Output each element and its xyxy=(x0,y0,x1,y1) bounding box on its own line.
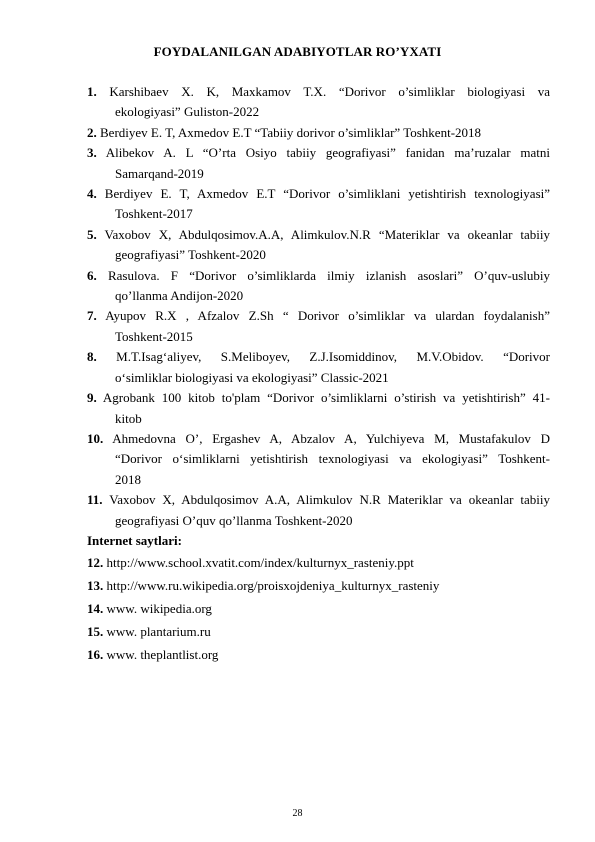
internet-sites-heading: Internet saytlari: xyxy=(87,533,182,548)
reference-number: 8. xyxy=(87,349,97,365)
website-number: 13. xyxy=(87,578,104,593)
website-url[interactable]: http://www.ru.wikipedia.org/proisxojdeniya_kulturnyx_rasteniy xyxy=(103,578,440,593)
reference-text: Ayupov R.X , Afzalov Z.Sh “ Dorivor o’simliklar va ulardan foydalanish” xyxy=(105,308,550,324)
reference-line xyxy=(87,245,550,265)
reference-line xyxy=(87,347,550,367)
reference-number: 4. xyxy=(87,186,97,202)
website-item xyxy=(87,555,414,571)
website-item xyxy=(87,624,211,640)
reference-line xyxy=(87,388,550,408)
reference-line xyxy=(87,490,550,510)
website-item xyxy=(87,601,212,617)
reference-text: geografiyasi” Toshkent-2020 xyxy=(115,247,266,263)
reference-text: o‘simliklar biologiyasi va ekologiyasi” Classic-2021 xyxy=(115,369,389,385)
reference-text: Samarqand-2019 xyxy=(115,165,204,181)
reference-text: Alibekov A. L “O’rta Osiyo tabiiy geografiyasi” fanidan ma’ruzalar matni xyxy=(105,145,550,161)
reference-item xyxy=(87,266,550,307)
reference-item xyxy=(87,388,550,429)
website-url[interactable]: www. plantarium.ru xyxy=(103,624,211,639)
reference-text: Rasulova. F “Dorivor o’simliklarda ilmiy izlanish asoslari” O’quv-uslubiy xyxy=(107,267,550,283)
reference-number: 2. xyxy=(87,124,97,140)
reference-line xyxy=(87,225,550,245)
reference-item xyxy=(87,123,550,143)
website-number: 15. xyxy=(87,624,104,639)
reference-number: 3. xyxy=(87,145,97,161)
reference-line xyxy=(87,449,550,469)
page-number: 28 xyxy=(292,808,303,819)
reference-text: Vaxobov X, Abdulqosimov A.A, Alimkulov N.R Materiklar va okeanlar tabiiy xyxy=(109,492,550,508)
website-number: 12. xyxy=(87,555,104,570)
website-url[interactable]: www. theplantlist.org xyxy=(103,647,219,662)
reference-number: 10. xyxy=(87,430,104,446)
reference-line xyxy=(87,470,550,490)
reference-line xyxy=(87,143,550,163)
reference-line xyxy=(87,204,550,224)
reference-item xyxy=(87,490,550,531)
website-url[interactable]: http://www.school.xvatit.com/index/kulturnyx_rasteniy.ppt xyxy=(103,555,414,570)
reference-text: Agrobank 100 kitob to'plam “Dorivor o’simliklarni o’stirish va yetishtirish” 41- xyxy=(102,390,550,406)
reference-line xyxy=(87,286,550,306)
reference-line xyxy=(87,429,550,449)
page-title: FOYDALANILGAN ADABIYOTLAR RO’YXATI xyxy=(153,44,442,59)
reference-text: Vaxobov X, Abdulqosimov.A.A, Alimkulov.N.R “Materiklar va okeanlar tabiiy xyxy=(104,226,551,242)
reference-text: 2018 xyxy=(115,471,141,487)
website-url[interactable]: www. wikipedia.org xyxy=(103,601,212,616)
reference-number: 7. xyxy=(87,308,97,324)
reference-text: “Dorivor o‘simliklarni yetishtirish texnologiyasi va ekologiyasi” Toshkent- xyxy=(115,451,550,467)
website-number: 14. xyxy=(87,601,104,616)
reference-item xyxy=(87,306,550,347)
reference-number: 6. xyxy=(87,267,97,283)
reference-line xyxy=(87,102,550,122)
reference-text: Toshkent-2017 xyxy=(115,206,193,222)
reference-line xyxy=(87,368,550,388)
reference-number: 5. xyxy=(87,226,97,242)
reference-text: Karshibaev X. K, Maxkamov T.X. “Dorivor o’simliklar biologiyasi va xyxy=(109,84,550,99)
reference-item xyxy=(87,429,550,490)
reference-list xyxy=(87,82,550,531)
reference-number: 1. xyxy=(87,84,97,99)
reference-number: 9. xyxy=(87,390,97,406)
reference-item xyxy=(87,347,550,388)
reference-text: Berdiyev E. T, Axmedov E.T “Tabiiy dorivor o’simliklar” Toshkent-2018 xyxy=(100,124,482,140)
reference-text: qo’llanma Andijon-2020 xyxy=(115,288,244,304)
website-item xyxy=(87,647,218,663)
reference-line xyxy=(87,123,550,143)
reference-text: Ahmedovna O’, Ergashev A, Abzalov A, Yulchiyeva M, Mustafakulov D xyxy=(112,430,550,446)
reference-item xyxy=(87,143,550,184)
website-number: 16. xyxy=(87,647,104,662)
reference-text: Berdiyev E. T, Axmedov E.T “Dorivor o’simliklani yetishtirish texnologiyasi” xyxy=(104,186,551,202)
reference-text: ekologiyasi” Guliston-2022 xyxy=(115,104,260,120)
reference-line xyxy=(87,82,550,102)
reference-line xyxy=(87,184,550,204)
reference-text: geografiyasi O’quv qo’llanma Toshkent-2020 xyxy=(115,512,353,528)
reference-line xyxy=(87,306,550,326)
reference-text: kitob xyxy=(115,410,142,426)
reference-item xyxy=(87,184,550,225)
reference-text: M.T.Isag‘aliyev, S.Meliboyev, Z.J.Isomiddinov, M.V.Obidov. “Dorivor xyxy=(116,349,550,365)
reference-line xyxy=(87,327,550,347)
reference-line xyxy=(87,409,550,429)
reference-text: Toshkent-2015 xyxy=(115,328,193,344)
reference-line xyxy=(87,164,550,184)
reference-item xyxy=(87,225,550,266)
reference-number: 11. xyxy=(87,492,103,508)
reference-line xyxy=(87,266,550,286)
reference-line xyxy=(87,511,550,531)
reference-item xyxy=(87,82,550,123)
website-item xyxy=(87,578,439,594)
